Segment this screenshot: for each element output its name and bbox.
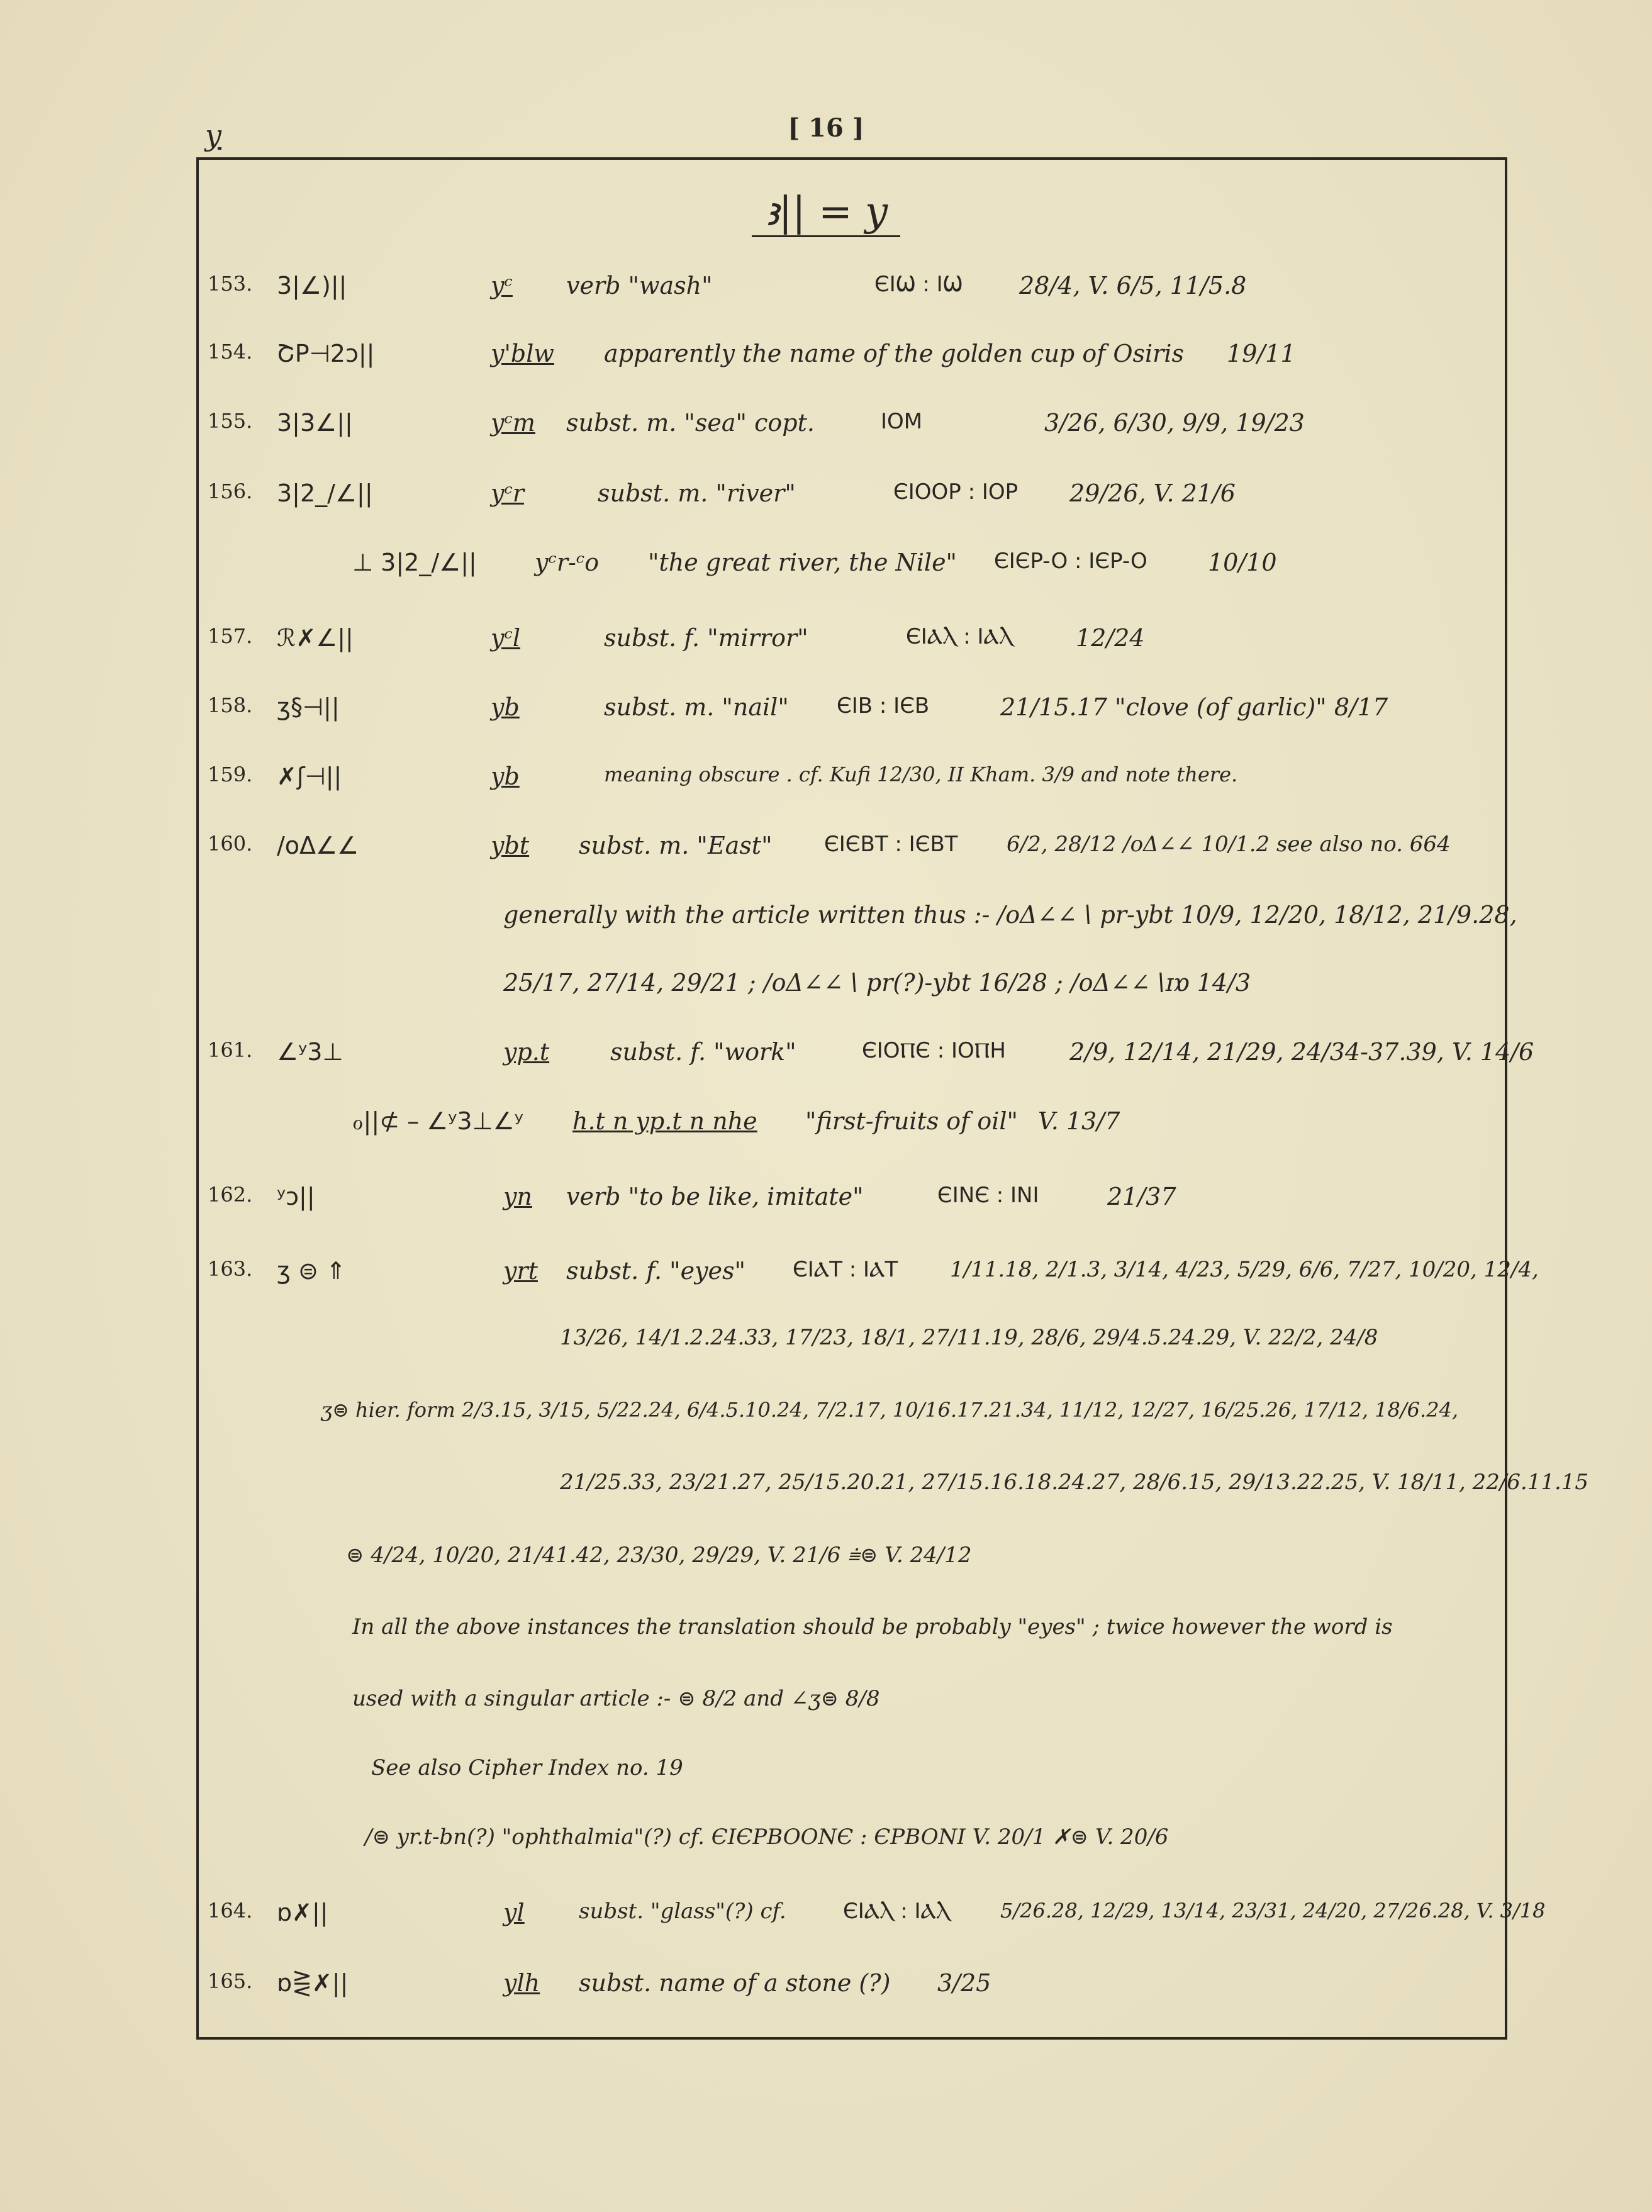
hier-form-line: ʒ⊜ hier. form 2/3.15, 3/15, 5/22.24, 6/4.5.10.24, 7/2.17, 10/16.17.21.34, 11/12, 12/27, 16/25.26, 17/12, 18/6.24,	[321, 1398, 1459, 1422]
entry-number: 161.	[208, 1038, 253, 1062]
entry-gloss: subst. m. "sea" copt.	[566, 409, 815, 437]
entry-gloss: subst. f. "mirror"	[604, 624, 808, 652]
entry-gloss: verb "to be like, imitate"	[566, 1183, 864, 1210]
entry-hieroglyph: ʸↄ||	[277, 1183, 315, 1210]
entry-hieroglyph: ʒ§⊣||	[277, 693, 340, 721]
entry-number: 153.	[208, 272, 253, 296]
entry-153	[0, 272, 1652, 310]
entry-coptic: ЄIⲀⲖ : IⲀⲖ	[843, 1899, 951, 1924]
entry-refs: 12/24	[1076, 624, 1145, 652]
entry-gloss: subst. m. "East"	[579, 832, 773, 859]
entry-hieroglyph: ՇP⊣2ↄ||	[277, 340, 375, 367]
entry-refs: 2/9, 12/14, 21/29, 24/34-37.39, V. 14/6	[1069, 1038, 1534, 1066]
entry-160	[0, 832, 1652, 869]
entry-transliteration: yᶜr	[491, 479, 525, 507]
entry-hieroglyph: ɒ✗||	[277, 1899, 328, 1926]
entry-transliteration: yb	[491, 762, 520, 790]
page-number: [ 16 ]	[788, 113, 864, 143]
entry-hieroglyph: ℛ✗∠||	[277, 624, 354, 652]
section-heading: ꜣ|| = y	[0, 189, 1652, 237]
note-line-1: In all the above instances the translation should be probably "eyes" ; twice however the word is	[352, 1614, 1393, 1639]
entry-refs: 19/11	[1227, 340, 1296, 367]
entry-hieroglyph: ʒ ⊜ ⇑	[277, 1257, 346, 1285]
entry-transliteration: yb	[491, 693, 520, 721]
entry-gloss: subst. f. "eyes"	[566, 1257, 745, 1285]
east-refs-line: 25/17, 27/14, 29/21 ; /oΔ∠∠∖ pr(?)-ybt 16/28 ; /oΔ∠∠∖ɪɒ 14/3	[503, 969, 1251, 997]
entry-refs: 21/15.17 "clove (of garlic)" 8/17	[1000, 693, 1388, 721]
entry-transliteration: yl	[503, 1899, 525, 1926]
entry-refs: 3/26, 6/30, 9/9, 19/23	[1044, 409, 1305, 437]
entry-coptic: ЄIѠ : IѠ	[874, 272, 963, 297]
entry-number: 165.	[208, 1969, 253, 1993]
entry-154	[0, 340, 1652, 377]
entry-gloss: subst. m. "river"	[598, 479, 796, 507]
see-also-line: See also Cipher Index no. 19	[371, 1755, 683, 1780]
entry-hieroglyph: 3|3∠||	[277, 409, 353, 437]
east-article-line: generally with the article written thus :- /oΔ∠∠∖ pr-ybt 10/9, 12/20, 18/12, 21/9.28,	[503, 901, 1517, 929]
entry-refs: 1/11.18, 2/1.3, 3/14, 4/23, 5/29, 6/6, 7/27, 10/20, 12/4,	[950, 1257, 1539, 1282]
entry-gloss: apparently the name of the golden cup of Osiris	[604, 340, 1184, 367]
entry-number: 155.	[208, 409, 253, 433]
first-fruits-refs: V. 13/7	[1038, 1107, 1120, 1135]
entry-transliteration: yᶜl	[491, 624, 521, 652]
entry-hieroglyph: /oΔ∠∠	[277, 832, 359, 859]
corner-letter: y	[205, 118, 221, 152]
first-fruits-transliteration: h.t n yp.t n nhe	[572, 1107, 757, 1135]
first-fruits-line	[0, 1107, 1652, 1145]
entry-number: 156.	[208, 479, 253, 503]
note-line-2: used with a singular article :- ⊜ 8/2 and ∠ʒ⊜ 8/8	[352, 1686, 880, 1711]
entry-number: 164.	[208, 1899, 253, 1923]
entry-coptic: ЄIЄBT : IЄBT	[824, 832, 958, 857]
entry-refs: 3/25	[937, 1969, 991, 1997]
nile-refs: 10/10	[1208, 549, 1277, 576]
entry-refs: 29/26, V. 21/6	[1069, 479, 1236, 507]
eyes-refs-line: 13/26, 14/1.2.24.33, 17/23, 18/1, 27/11.19, 28/6, 29/4.5.24.29, V. 22/2, 24/8	[560, 1325, 1378, 1350]
entry-coptic: ЄIOOP : IOP	[893, 479, 1019, 505]
ophthalmia-line: /⊜ yr.t-bn(?) "ophthalmia"(?) cf. ЄIЄPBOONЄ : ЄPBONI V. 20/1 ✗⊜ V. 20/6	[365, 1824, 1169, 1850]
nile-hieroglyph: ⊥ 3|2_/∠||	[352, 549, 477, 576]
entry-hieroglyph: 3|2_/∠||	[277, 479, 373, 507]
entry-gloss: subst. "glass"(?) cf.	[579, 1899, 786, 1924]
entry-number: 158.	[208, 693, 253, 717]
entry-transliteration: yp.t	[503, 1038, 550, 1066]
entry-164	[0, 1899, 1652, 1936]
entry-number: 154.	[208, 340, 253, 364]
entry-number: 163.	[208, 1257, 253, 1281]
entry-161	[0, 1038, 1652, 1076]
entry-coptic: IOM	[881, 409, 923, 434]
entry-refs: 6/2, 28/12 /oΔ∠∠ 10/1.2 see also no. 664	[1007, 832, 1451, 857]
entry-coptic: ЄIOⲠЄ : IOⲠH	[862, 1038, 1006, 1063]
entry-transliteration: yᶜm	[491, 409, 535, 437]
entry-158	[0, 693, 1652, 731]
entry-transliteration: ybt	[491, 832, 530, 859]
entry-refs: 21/37	[1107, 1183, 1176, 1210]
entry-transliteration: ylh	[503, 1969, 540, 1997]
entry-gloss: subst. m. "nail"	[604, 693, 789, 721]
nile-gloss: "the great river, the Nile"	[648, 549, 957, 576]
entry-hieroglyph: ∠ʸ3⊥	[277, 1038, 343, 1066]
first-fruits-gloss: "first-fruits of oil"	[805, 1107, 1018, 1135]
entry-157	[0, 624, 1652, 662]
entry-hieroglyph: 3|∠)||	[277, 272, 347, 299]
entry-transliteration: yᶜ	[491, 272, 513, 299]
entry-156-nile	[0, 549, 1652, 586]
entry-transliteration: yrt	[503, 1257, 538, 1285]
entry-159	[0, 762, 1652, 800]
entry-refs: 5/26.28, 12/29, 13/14, 23/31, 24/20, 27/26.28, V. 3/18	[1000, 1899, 1546, 1923]
entry-gloss: verb "wash"	[566, 272, 713, 299]
entry-number: 159.	[208, 762, 253, 786]
entry-165	[0, 1969, 1652, 2007]
entry-156	[0, 479, 1652, 517]
entry-transliteration: yn	[503, 1183, 532, 1210]
entry-transliteration: y'blw	[491, 340, 554, 367]
entry-hieroglyph: ✗ʃ⊣||	[277, 762, 342, 790]
entry-coptic: ЄIB : IЄB	[837, 693, 930, 718]
entry-coptic: ЄINЄ : INI	[937, 1183, 1039, 1208]
entry-coptic: ЄIⲀⲖ : IⲀⲖ	[906, 624, 1013, 649]
entry-number: 162.	[208, 1183, 253, 1207]
entry-number: 160.	[208, 832, 253, 856]
hier-refs-line: 21/25.33, 23/21.27, 25/15.20.21, 27/15.16.18.24.27, 28/6.15, 29/13.22.25, V. 18/11, 22/6.11.15	[560, 1470, 1589, 1495]
entry-gloss: subst. name of a stone (?)	[579, 1969, 891, 1997]
nile-transliteration: yᶜr-ᶜo	[535, 549, 600, 576]
entry-163	[0, 1257, 1652, 1295]
nile-coptic: ЄIЄP-O : IЄP-O	[994, 549, 1147, 574]
entry-hieroglyph: ɒ⋛✗||	[277, 1969, 349, 1997]
entry-coptic: ЄIⲀT : IⲀT	[793, 1257, 898, 1282]
entry-number: 157.	[208, 624, 253, 648]
entry-gloss: subst. f. "work"	[610, 1038, 796, 1066]
entry-162	[0, 1183, 1652, 1221]
hier-refs-line-2: ⊜ 4/24, 10/20, 21/41.42, 23/30, 29/29, V. 21/6 ⩧⊜ V. 24/12	[346, 1543, 972, 1568]
first-fruits-hieroglyph: ℴ||⊄ – ∠ʸ3⊥∠ʸ	[352, 1107, 523, 1135]
entry-155	[0, 409, 1652, 447]
entry-gloss: meaning obscure . cf. Kufi 12/30, II Kham. 3/9 and note there.	[604, 762, 1238, 786]
entry-refs: 28/4, V. 6/5, 11/5.8	[1019, 272, 1247, 299]
